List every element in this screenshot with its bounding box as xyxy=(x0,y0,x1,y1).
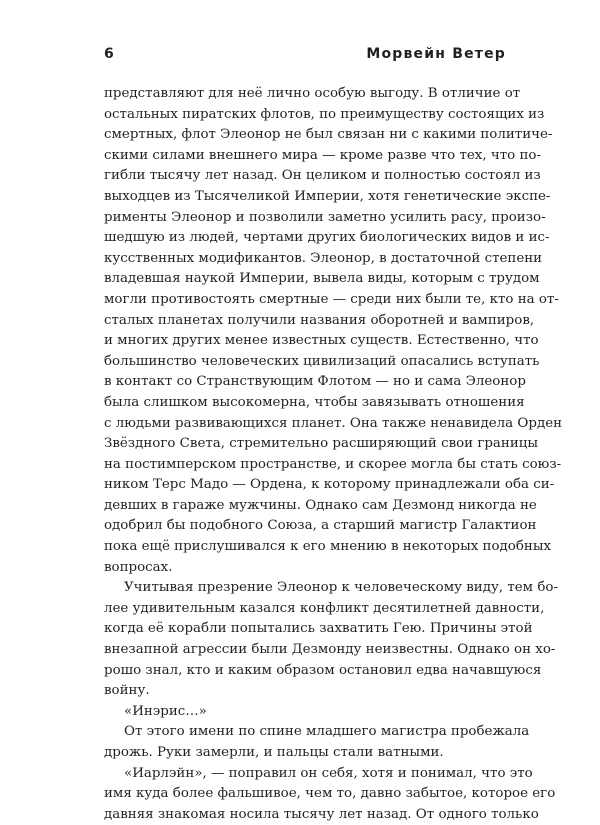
text-line: давняя знакомая носила тысячу лет назад. От одного только xyxy=(104,806,539,822)
text-line: сталых планетах получили названия оборотней и вампиров, xyxy=(104,312,535,328)
running-head xyxy=(104,44,506,64)
text-line: на постимперском пространстве, и скорее могла бы стать союз- xyxy=(104,456,562,472)
text-line: От этого имени по спине младшего магистра пробежала xyxy=(124,724,530,740)
text-line: пока ещё прислушивался к его мнению в некоторых подобных xyxy=(104,539,552,555)
body-text xyxy=(104,84,563,825)
text-line: имя куда более фальшивое, чем то, давно забытое, которое его xyxy=(104,786,556,802)
text-line: девших в гараже мужчины. Однако сам Дезмонд никогда не xyxy=(104,497,537,513)
text-line: смертных, флот Элеонор не был связан ни с какими политиче- xyxy=(104,127,553,143)
text-line: Учитывая презрение Элеонор к человеческому виду, тем бо- xyxy=(124,580,558,596)
text-line: выходцев из Тысячеликой Империи, хотя генетические экспе- xyxy=(104,188,551,204)
text-line: дрожь. Руки замерли, и пальцы стали ватными. xyxy=(104,745,444,760)
text-line: внезапной агрессии были Дезмонду неизвестны. Однако он хо- xyxy=(104,642,556,658)
text-line: Звёздного Света, стремительно расширяющий свои границы xyxy=(104,436,539,452)
text-line: большинство человеческих цивилизаций опасались вступать xyxy=(104,353,540,369)
text-line: с людьми развивающихся планет. Она также ненавидела Орден xyxy=(104,415,563,431)
text-line: вопросах. xyxy=(104,559,173,575)
book-title: Морвейн Ветер xyxy=(366,46,506,62)
text-line: ником Терс Мадо — Ордена, к которому принадлежали оба си- xyxy=(104,477,555,493)
text-line: войну. xyxy=(104,683,150,699)
text-line: «Инэрис…» xyxy=(124,703,207,719)
text-line: могли противостоять смертные — среди них были те, кто на от- xyxy=(104,291,559,307)
text-line: была слишком высокомерна, чтобы завязывать отношения xyxy=(104,394,525,410)
text-line: представляют для неё лично особую выгоду. В отличие от xyxy=(104,86,521,101)
text-line: шедшую из людей, чертами других биологических видов и ис- xyxy=(104,230,550,246)
text-line: и многих других менее известных существ. Естественно, что xyxy=(104,333,539,349)
text-line: гибли тысячу лет назад. Он целиком и полностью состоял из xyxy=(104,168,541,184)
text-line: рошо знал, кто и каким образом остановил едва начавшуюся xyxy=(104,662,542,678)
text-line: «Иарлэйн», — поправил он себя, хотя и понимал, что это xyxy=(124,765,533,781)
text-line: когда её корабли попытались захватить Гею. Причины этой xyxy=(104,621,533,637)
text-line: рименты Элеонор и позволили заметно усилить расу, произо- xyxy=(104,209,546,225)
text-line: кусственных модификантов. Элеонор, в достаточной степени xyxy=(104,250,543,266)
text-line: скими силами внешнего мира — кроме разве что тех, что по- xyxy=(104,147,541,163)
text-line: в контакт со Странствующим Флотом — но и сама Элеонор xyxy=(104,374,526,390)
text-line: лее удивительным казался конфликт десятилетней давности, xyxy=(104,600,545,616)
text-line: владевшая наукой Империи, вывела виды, которым с трудом xyxy=(104,271,540,287)
text-line: остальных пиратских флотов, по преимуществу состоящих из xyxy=(104,106,545,122)
page-number: 6 xyxy=(104,46,114,62)
text-line: одобрил бы подобного Союза, а старший магистр Галактион xyxy=(104,518,537,534)
